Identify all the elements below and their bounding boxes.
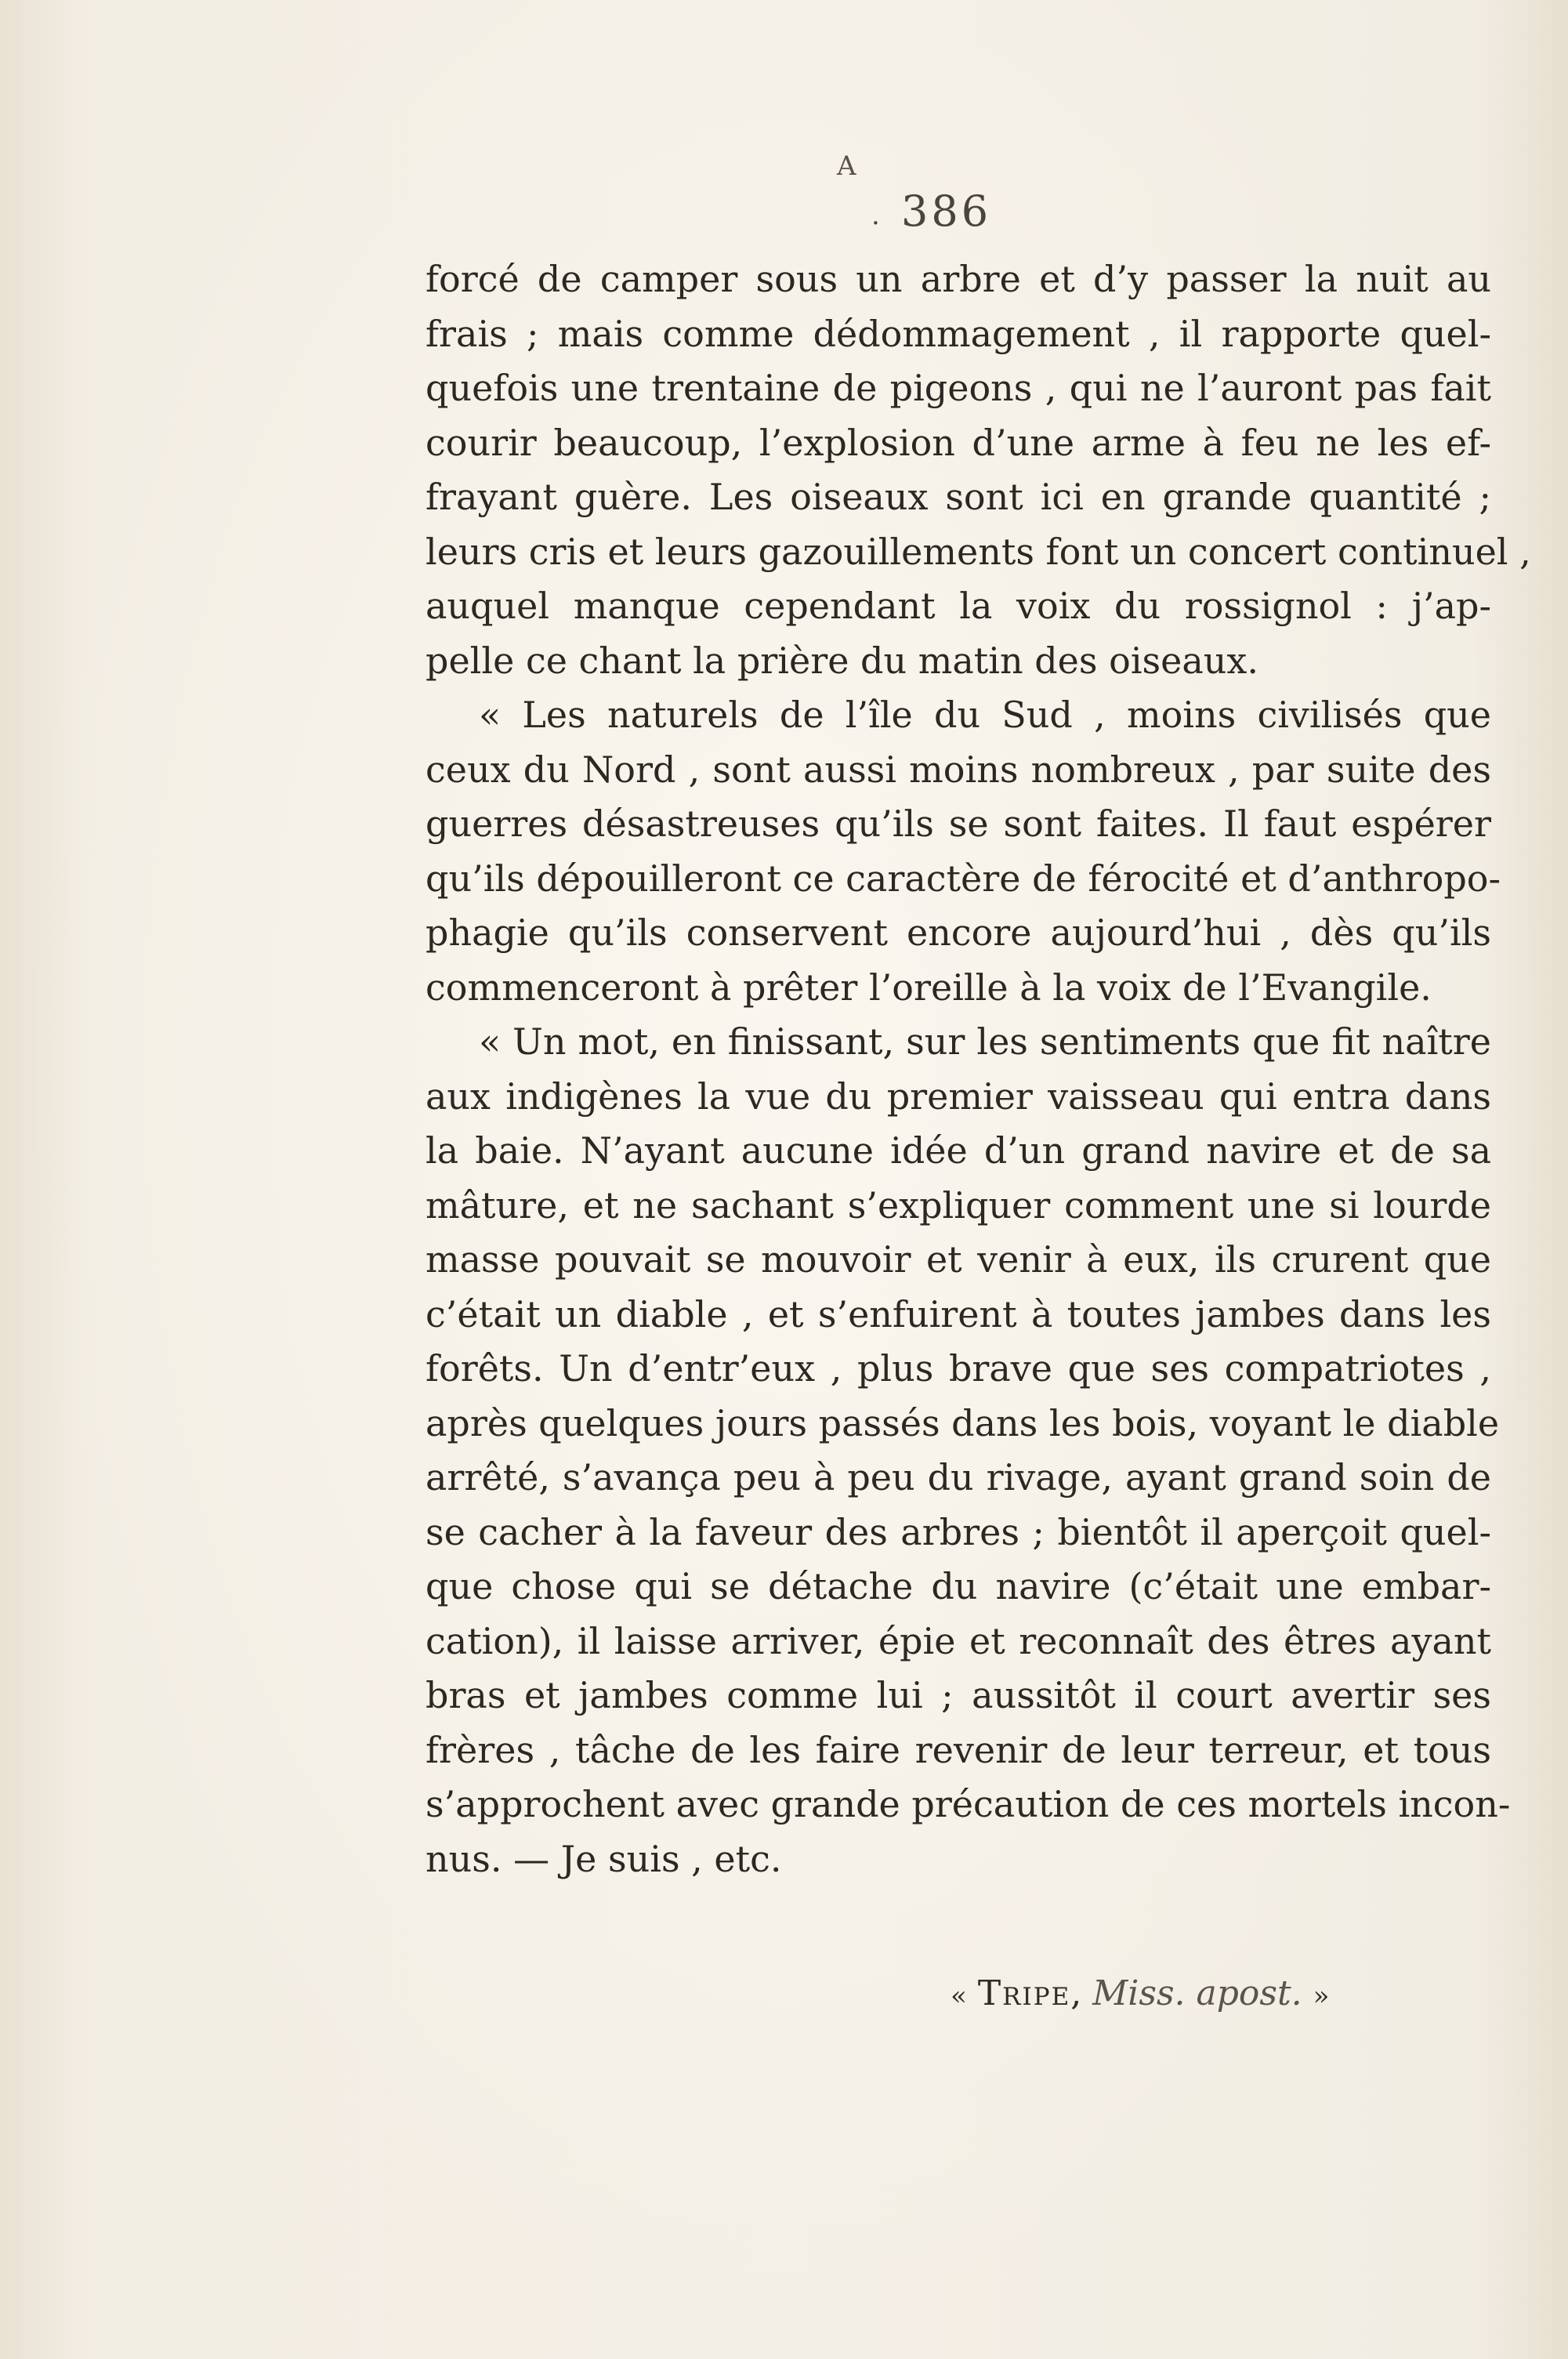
text-line: arrêté, s’avança peu à peu du rivage, ayant grand soin de [425, 1456, 1491, 1498]
text-line: frais ; mais comme dédommagement , il rapporte quel- [425, 312, 1491, 355]
paragraph-start: « Les naturels de l’île du Sud , moins civilisés que [479, 694, 1491, 736]
text-line: commenceront à prêter l’oreille à la voix de l’Evangile. [425, 966, 1432, 1009]
text-line: s’approchent avec grande précaution de ces mortels incon- [425, 1783, 1511, 1825]
text-line: ceux du Nord , sont aussi moins nombreux , par suite des [425, 748, 1491, 791]
text-line: la baie. N’ayant aucune idée d’un grand navire et de sa [425, 1129, 1491, 1172]
signature-close-quote: » [1313, 1980, 1330, 2012]
text-line: se cacher à la faveur des arbres ; bientôt il aperçoit quel- [425, 1510, 1491, 1553]
text-line: aux indigènes la vue du premier vaisseau qui entra dans [425, 1074, 1491, 1118]
text-line: c’était un diable , et s’enfuirent à toutes jambes dans les [425, 1292, 1491, 1335]
text-line: frayant guère. Les oiseaux sont ici en grande quantité ; [425, 476, 1491, 518]
text-line: masse pouvait se mouvoir et venir à eux, ils crurent que [425, 1238, 1491, 1281]
text-line: quefois une trentaine de pigeons , qui ne l’auront pas fait [425, 367, 1491, 409]
text-line: que chose qui se détache du navire (c’était une embar- [425, 1565, 1491, 1607]
signature-name: Tripe [977, 1973, 1071, 2013]
signature-open-quote: « [951, 1980, 967, 2012]
page-number-dot: . [871, 200, 880, 231]
text-line: nus. — Je suis , etc. [425, 1837, 782, 1880]
signature-title: Miss. apost. [1092, 1973, 1302, 2013]
text-line: forcé de camper sous un arbre et d’y passer la nuit au [425, 258, 1491, 300]
body-text [425, 252, 1531, 1886]
text-line: phagie qu’ils conservent encore aujourd’hui , dès qu’ils [425, 911, 1491, 954]
text-line: guerres désastreuses qu’ils se sont faites. Il faut espérer [425, 803, 1491, 845]
signature [951, 1973, 1329, 2013]
text-line: qu’ils dépouilleront ce caractère de férocité et d’anthropo- [425, 857, 1501, 900]
text-line: cation), il laisse arriver, épie et reconnaît des êtres ayant [425, 1619, 1491, 1662]
text-line: forêts. Un d’entr’eux , plus brave que ses compatriotes , [425, 1347, 1491, 1390]
text-line: pelle ce chant la prière du matin des oiseaux. [425, 639, 1258, 682]
page-mark: A [837, 150, 856, 182]
text-line: frères , tâche de les faire revenir de leur terreur, et tous [425, 1728, 1491, 1771]
text-line: courir beaucoup, l’explosion d’une arme à feu ne les ef- [425, 421, 1491, 464]
signature-separator: , [1070, 1973, 1082, 2013]
text-line: leurs cris et leurs gazouillements font un concert continuel , [425, 530, 1531, 573]
text-line: mâture, et ne sachant s’expliquer comment une si lourde [425, 1183, 1491, 1227]
paragraph-start: « Un mot, en finissant, sur les sentiments que fit naître [479, 1020, 1491, 1063]
text-line: après quelques jours passés dans les bois, voyant le diable [425, 1401, 1500, 1444]
text-line: bras et jambes comme lui ; aussitôt il court avertir ses [425, 1674, 1491, 1716]
page-number: 386 [901, 187, 992, 236]
text-line: auquel manque cependant la voix du rossignol : j’ap- [425, 585, 1491, 627]
